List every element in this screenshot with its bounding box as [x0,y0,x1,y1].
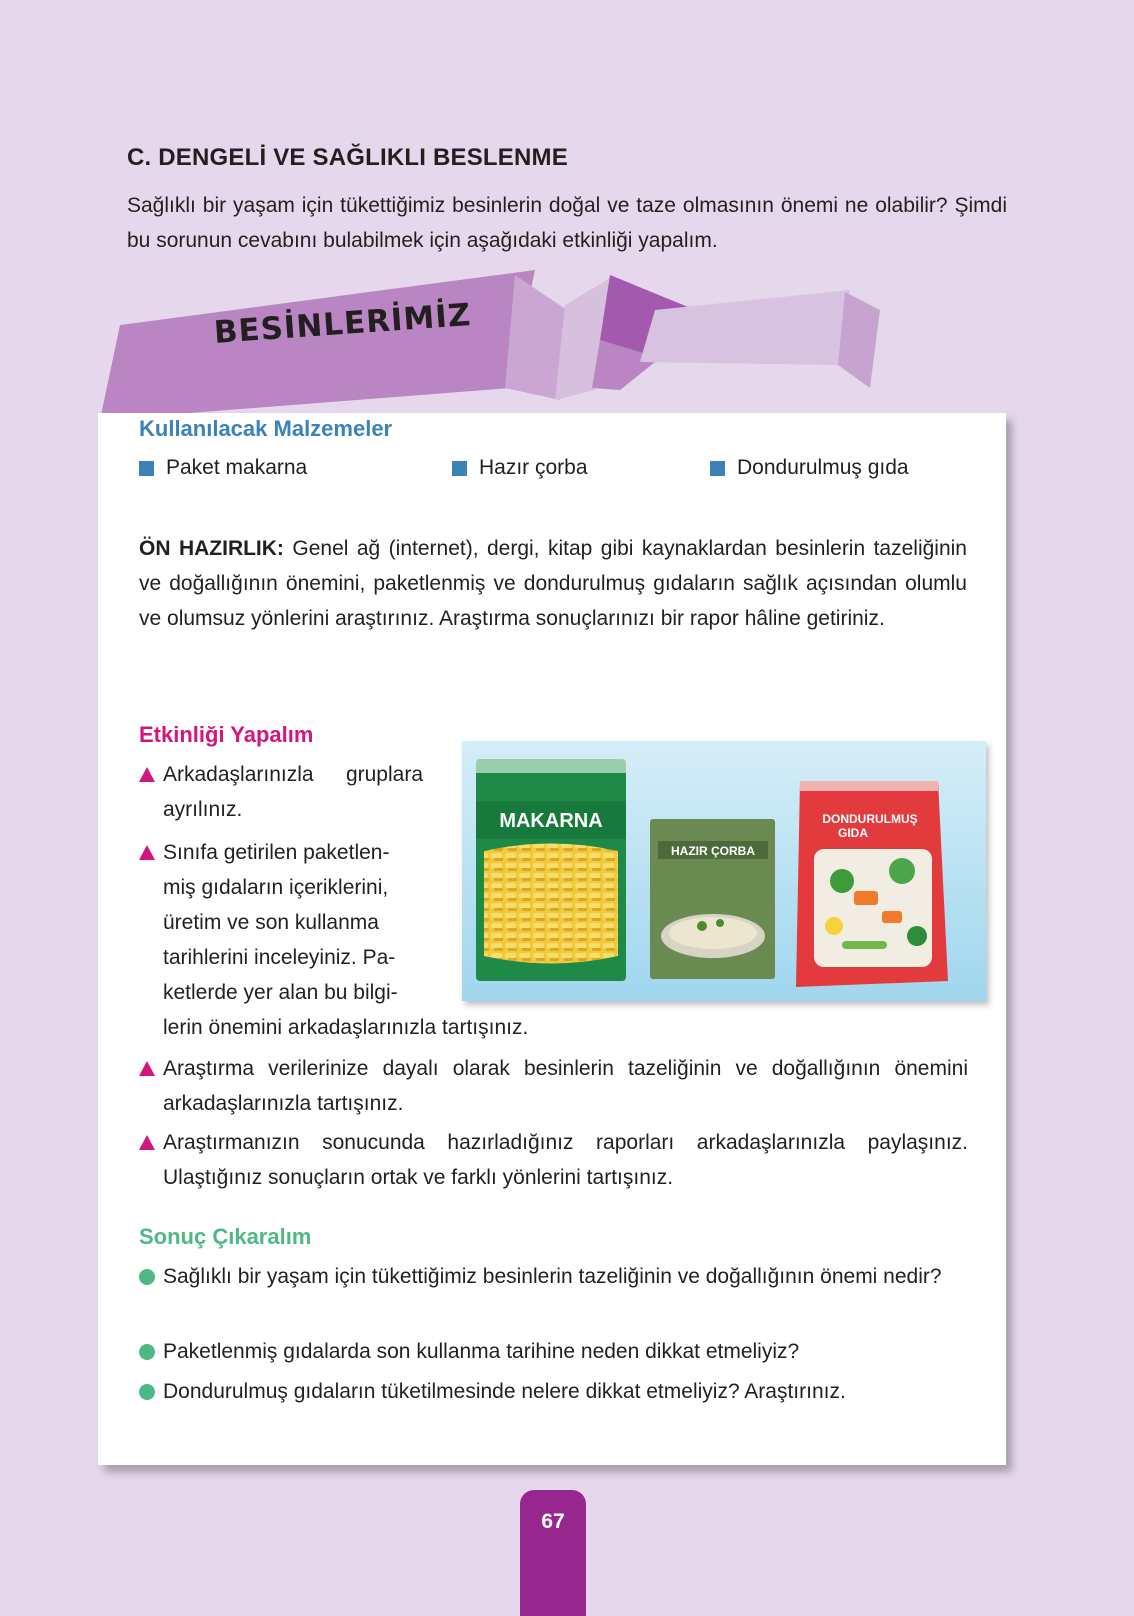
preparation-label: ÖN HAZIRLIK: [139,537,284,560]
bullet-square-icon [452,461,467,476]
material-item: Dondurulmuş gıda [710,456,909,480]
activity-step: Araştırmanızın sonucunda hazırladığınız raporları arkadaşlarınızla paylaşınız. Ulaştığınız sonuçların ortak ve farklı yönlerini tartışınız. [163,1131,968,1189]
circle-bullet-icon [139,1344,155,1360]
page-number-tab [520,1490,586,1616]
materials-heading: Kullanılacak Malzemeler [139,416,393,441]
preparation-paragraph [139,531,967,636]
triangle-bullet-icon [139,845,155,860]
soup-label: HAZIR ÇORBA [671,844,755,858]
frozen-label-line1: DONDURULMUŞ [822,812,918,826]
banner-ribbon [0,270,1134,420]
activity-heading: Etkinliği Yapalım [139,722,314,747]
activity-step: Arkadaşlarınızla gruplara ayrılınız. [163,763,423,821]
conclusion-question: Paketlenmiş gıdalarda son kullanma tarihine neden dikkat etmeliyiz? [163,1340,800,1363]
conclusion-heading: Sonuç Çıkaralım [139,1224,312,1249]
page-number: 67 [541,1510,565,1533]
banner-title: BESİNLERİMİZ [212,297,473,351]
activity-step: Araştırma verilerinize dayalı olarak besinlerin tazeliğinin ve doğallığının önemini arkadaşlarınızla tartışınız. [163,1057,968,1115]
pasta-label: MAKARNA [499,810,603,832]
section-intro: Sağlıklı bir yaşam için tükettiğimiz besinlerin doğal ve taze olmasının önemi ne olabilir? Şimdi bu sorunun cevabını bulabilmek için aşağıdaki etkinliği yapalım. [127,194,1007,252]
circle-bullet-icon [139,1269,155,1285]
frozen-label-line2: GIDA [838,826,868,840]
product-photo [462,741,986,1001]
triangle-bullet-icon [139,1135,155,1150]
conclusion-question: Dondurulmuş gıdaların tüketilmesinde nelere dikkat etmeliyiz? Araştırınız. [163,1380,846,1403]
bullet-square-icon [710,461,725,476]
activity-step: Sınıfa getirilen paketlen- miş gıdaların içeriklerini, üretim ve son kullanma tarihlerini inceleyiniz. Pa- ketlerde yer alan bu bilgi- lerin önemini arkadaşlarınızla tartışınız. [163,841,529,1039]
conclusion-question: Sağlıklı bir yaşam için tükettiğimiz besinlerin tazeliğinin ve doğallığının önemi nedir? [163,1265,942,1288]
bullet-square-icon [139,461,154,476]
triangle-bullet-icon [139,1061,155,1076]
products-illustration [462,741,986,1001]
section-title: C. DENGELİ VE SAĞLIKLI BESLENME [127,144,568,171]
triangle-bullet-icon [139,767,155,782]
material-item: Hazır çorba [452,456,588,480]
preparation-text: Genel ağ (internet), dergi, kitap gibi kaynaklardan besinlerin tazeliğinin ve doğallığının önemini, paketlenmiş ve dondurulmuş gıdaların sağlık açısından olumlu ve olumsuz yönlerini araştırınız. Araştırma sonuçlarınızı bir rapor hâline getiriniz. [139,537,967,630]
material-item: Paket makarna [139,456,307,480]
circle-bullet-icon [139,1384,155,1400]
